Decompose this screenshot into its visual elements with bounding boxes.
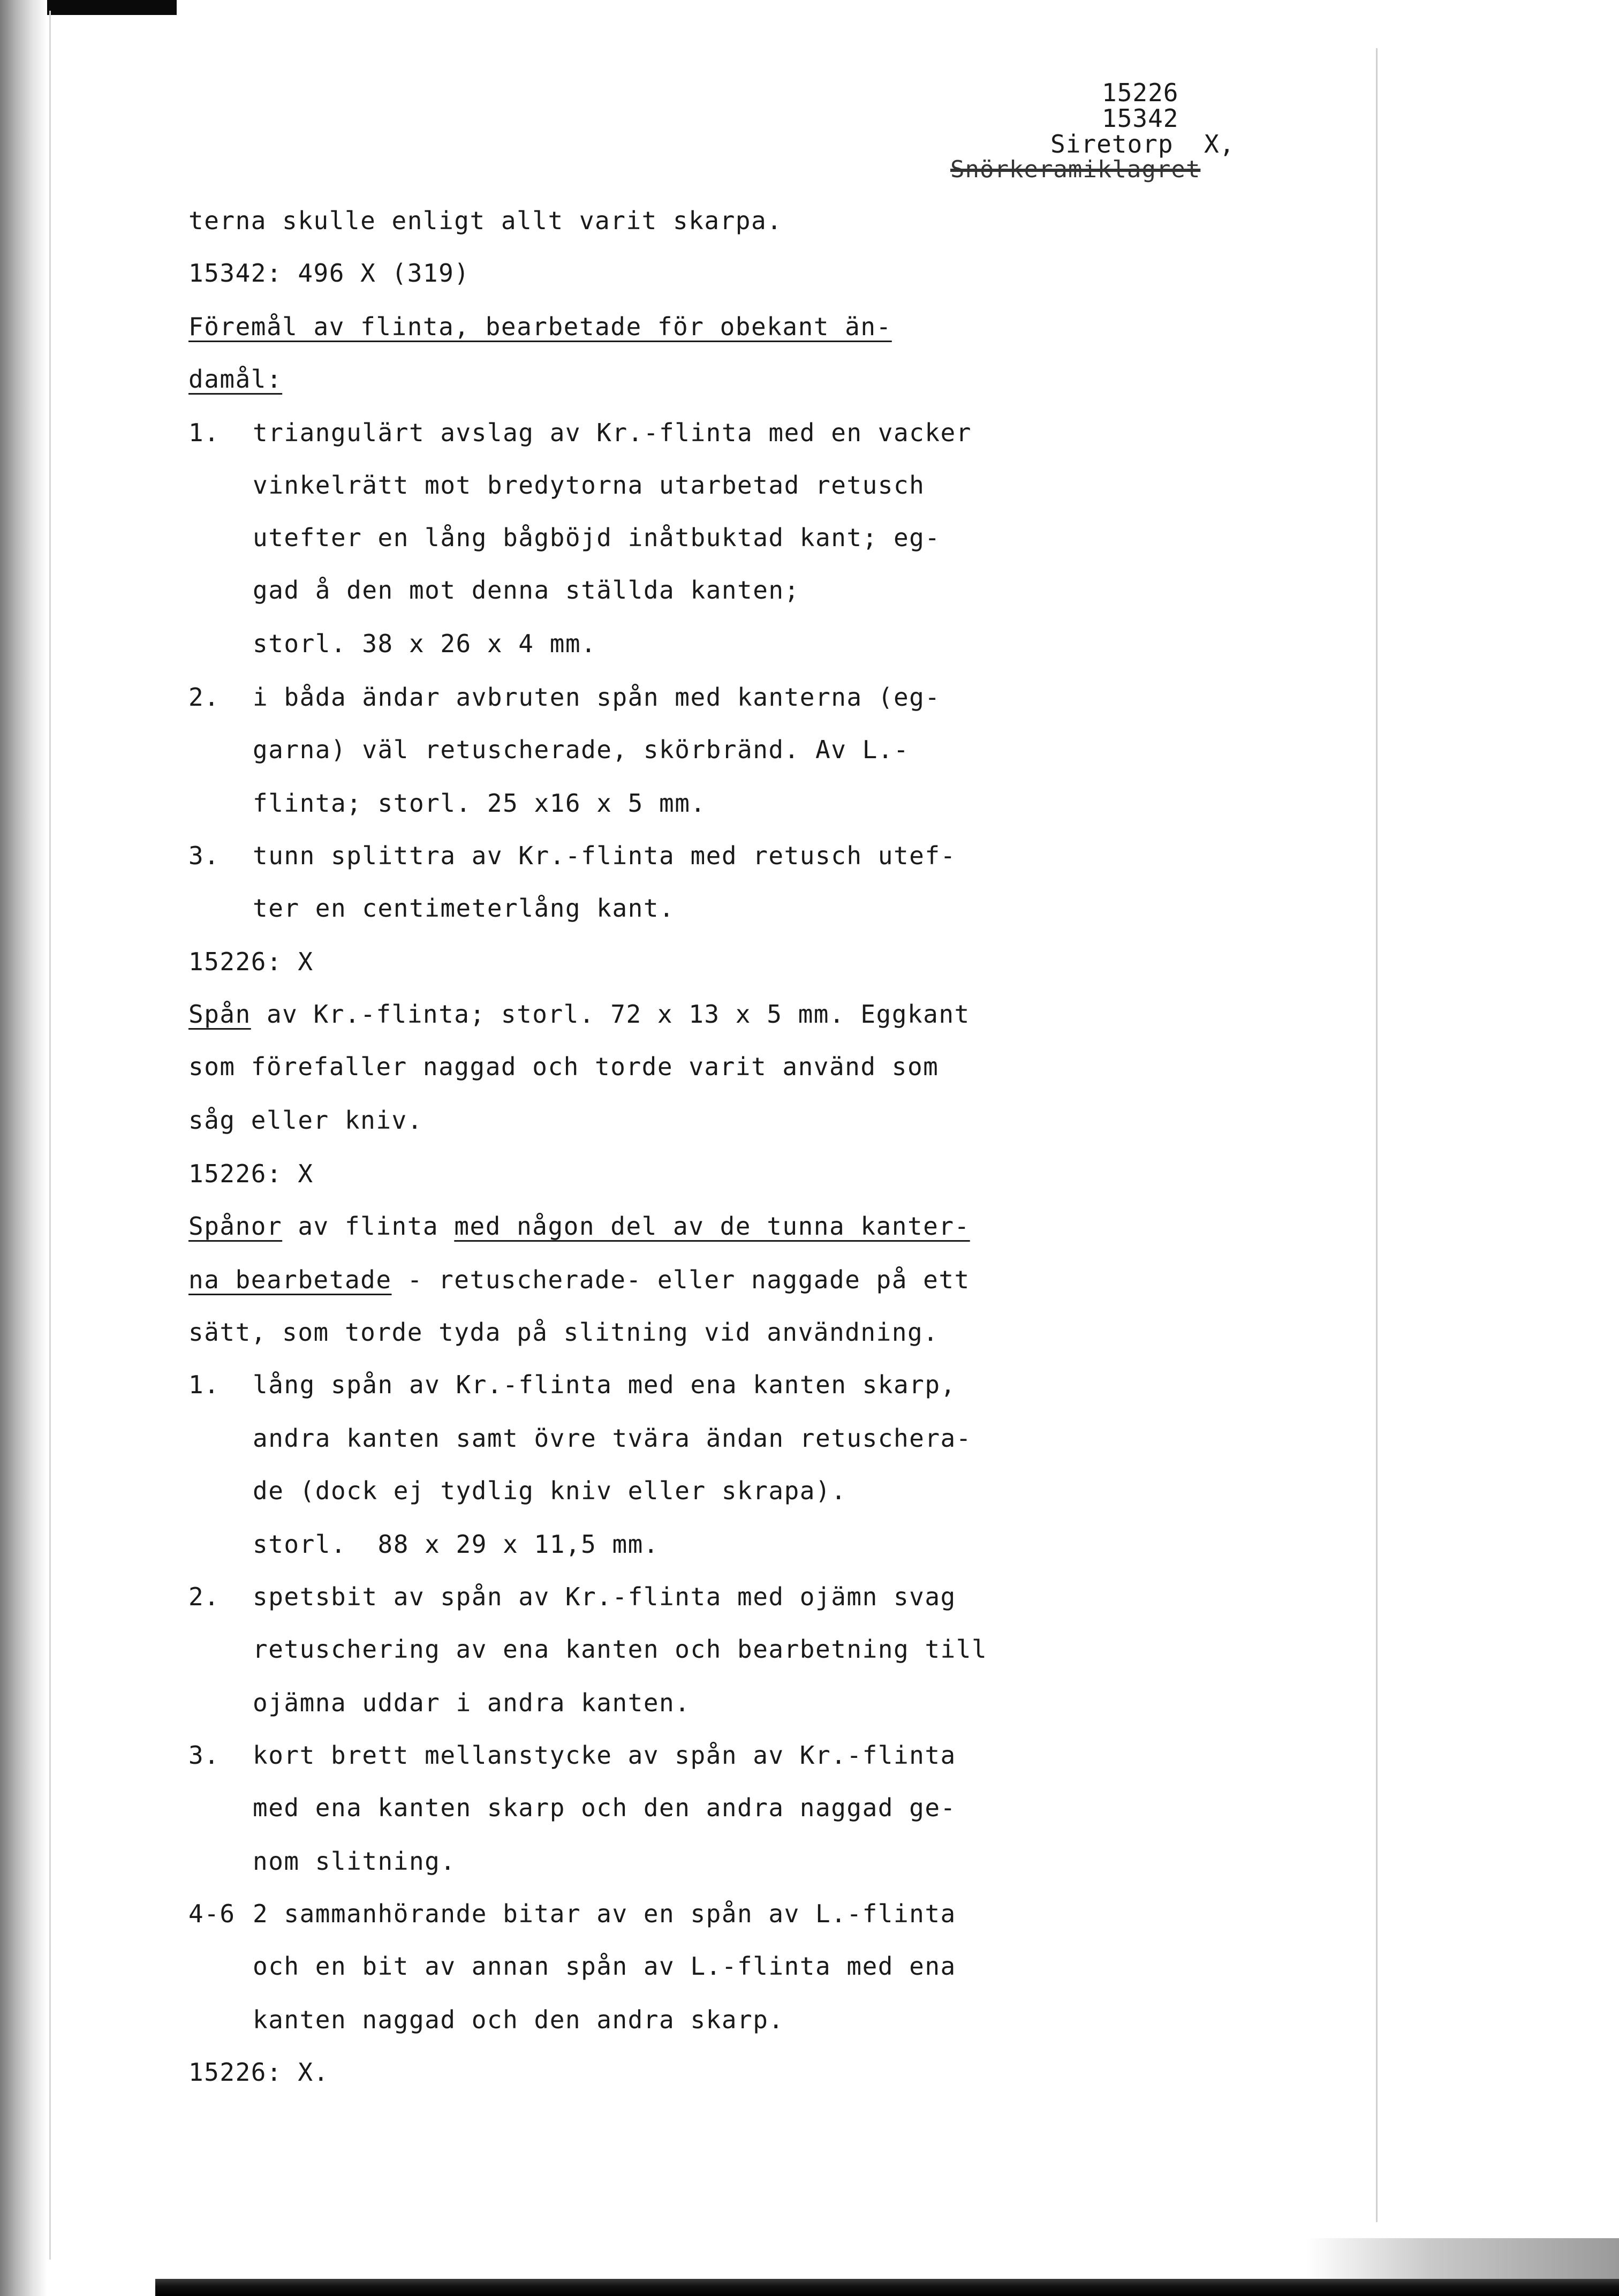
header-ref-2: 15342 [1102, 104, 1179, 133]
text-line: spetsbit av spån av Kr.-flinta med ojämn svag [253, 1582, 956, 1611]
text-line: lång spån av Kr.-flinta med ena kanten skarp, [253, 1370, 956, 1399]
text-line: ojämna uddar i andra kanten. [253, 1688, 691, 1717]
text-line: kort brett mellanstycke av spån av Kr.-flinta [253, 1741, 956, 1770]
text-line: triangulärt avslag av Kr.-flinta med en vacker [253, 418, 972, 447]
text-line [188, 1264, 970, 1296]
item-number: 4-6 [188, 1899, 236, 1928]
catalog-number: 15226: X [188, 947, 314, 976]
text-line: storl. 38 x 26 x 4 mm. [253, 629, 597, 658]
item-number: 1. [188, 1370, 220, 1399]
text-line: sätt, som torde tyda på slitning vid användning. [188, 1318, 939, 1347]
text-line: och en bit av annan spån av L.-flinta med ena [253, 1952, 956, 1981]
scan-bottom-shadow [1306, 2238, 1619, 2279]
catalog-number: 15226: X. [188, 2058, 329, 2087]
text-line: retuschering av ena kanten och bearbetning till [253, 1635, 988, 1664]
scan-bottom-band [155, 2279, 1619, 2296]
text-line [188, 998, 970, 1030]
text-line: med ena kanten skarp och den andra naggad ge- [253, 1793, 956, 1822]
text-line: andra kanten samt övre tvära ändan retuschera- [253, 1424, 972, 1453]
header-site: Siretorp X, [1050, 130, 1235, 158]
text-line: de (dock ej tydlig kniv eller skrapa). [253, 1476, 847, 1505]
header-struck-layer: Snörkeramiklagret [950, 156, 1201, 183]
text-line: kanten naggad och den andra skarp. [253, 2005, 784, 2034]
underlined-phrase: med någon del av de tunna kanter- [454, 1212, 970, 1241]
text-line: flinta; storl. 25 x16 x 5 mm. [253, 789, 706, 818]
text-line: såg eller kniv. [188, 1106, 423, 1135]
underlined-term: Spån [188, 1000, 251, 1029]
catalog-number: 15342: 496 X (319) [188, 259, 470, 288]
underlined-phrase: na bearbetade [188, 1265, 392, 1294]
text-line: terna skulle enligt allt varit skarpa. [188, 206, 783, 235]
text-line: utefter en lång bågböjd inåtbuktad kant; eg- [253, 523, 941, 552]
text-line: vinkelrätt mot bredytorna utarbetad retusch [253, 471, 925, 500]
text-line [188, 1210, 970, 1242]
text-line: gad å den mot denna ställda kanten; [253, 576, 800, 605]
item-number: 2. [188, 683, 220, 712]
text-line: nom slitning. [253, 1847, 456, 1876]
item-number: 2. [188, 1582, 220, 1611]
text-line: tunn splittra av Kr.-flinta med retusch utef- [253, 841, 956, 870]
text-line: 2 sammanhörande bitar av en spån av L.-flinta [253, 1899, 956, 1928]
text-line: ter en centimeterlång kant. [253, 894, 675, 923]
header-ref-1: 15226 [1102, 78, 1179, 107]
section-heading-cont: damål: [188, 365, 283, 394]
item-number: 1. [188, 418, 220, 447]
text-span: av flinta [282, 1212, 455, 1241]
scan-right-edge [1376, 48, 1378, 2222]
scan-binding-line [49, 11, 51, 2260]
section-heading: Föremål av flinta, bearbetade för obekant än- [188, 312, 892, 341]
item-number: 3. [188, 841, 220, 870]
scan-left-edge [0, 0, 47, 2296]
underlined-term: Spånor [188, 1212, 283, 1241]
item-number: 3. [188, 1741, 220, 1770]
text-span: av Kr.-flinta; storl. 72 x 13 x 5 mm. Eggkant [251, 1000, 970, 1029]
text-line: som förefaller naggad och torde varit använd som [188, 1052, 939, 1081]
catalog-number: 15226: X [188, 1159, 314, 1188]
text-line: i båda ändar avbruten spån med kanterna (eg- [253, 683, 941, 712]
text-line: garna) väl retuscherade, skörbränd. Av L.- [253, 735, 910, 764]
text-span: - retuscherade- eller naggade på ett [391, 1265, 970, 1294]
text-line: storl. 88 x 29 x 11,5 mm. [253, 1530, 660, 1559]
